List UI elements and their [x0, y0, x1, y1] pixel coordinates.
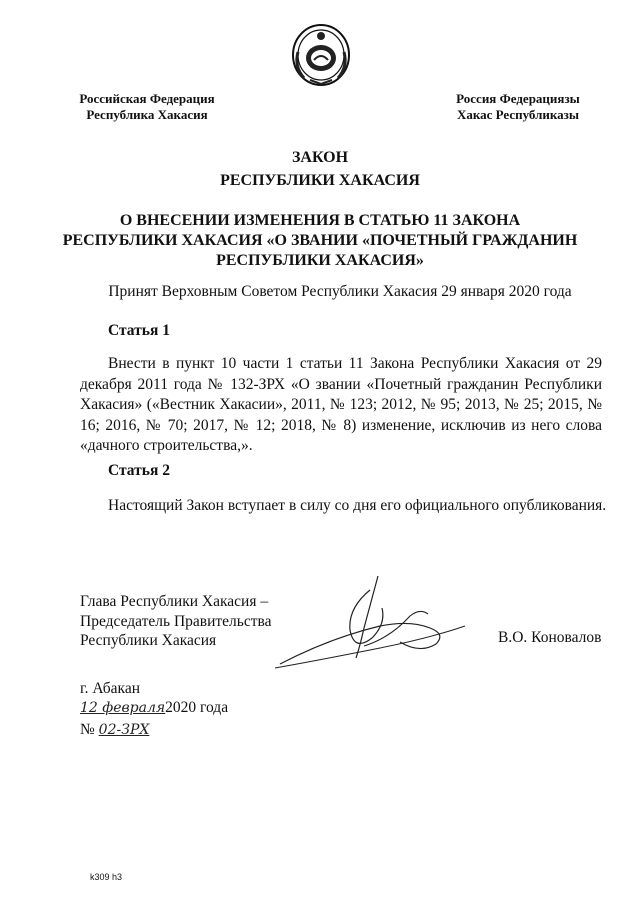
number-prefix: №: [80, 721, 95, 738]
header-left-line2: Республика Хакасия: [86, 107, 208, 122]
law-subject-line3: РЕСПУБЛИКИ ХАКАСИЯ»: [216, 252, 424, 269]
law-subject-line1: О ВНЕСЕНИИ ИЗМЕНЕНИЯ В СТАТЬЮ 11 ЗАКОНА: [119, 212, 521, 229]
law-title-line2: РЕСПУБЛИКИ ХАКАСИЯ: [220, 172, 420, 189]
article1-text: Внести в пункт 10 части 1 статьи 11 Закона Республики Хакасия от 29 декабря 2011 года № 132-ЗРХ «О звании «Почетный гражданин Республики Хакасия» («Вестник Хакасии», 2011, № 123; 2012, № 95; 2013, № 25; 2015, № 16; 2016, № 70; 2017, № 12; 2018, № 8) изменение, исключив из него слова «дачного строительства,».: [80, 355, 602, 454]
header-right-line1: Россия Федерациязы: [456, 91, 580, 106]
signatory-role-line3: Республики Хакасия: [80, 632, 217, 649]
date-year: 2020 года: [165, 699, 229, 716]
place: г. Абакан: [80, 680, 141, 697]
signatory-name: В.О. Коновалов: [498, 629, 602, 646]
law-title-line1: ЗАКОН: [291, 149, 349, 166]
header-right-line2: Хакас Республиказы: [456, 107, 580, 122]
emblem-icon: [290, 22, 352, 88]
header-left: [62, 91, 232, 123]
signatory-role-line2: Председатель Правительства: [80, 612, 272, 630]
header-right: [438, 91, 598, 123]
signature-icon: [260, 568, 470, 688]
handwritten-date: 12 февраля: [80, 700, 166, 716]
footer-code: k309 h3: [90, 872, 123, 882]
handwritten-number: 02-ЗРХ: [98, 722, 150, 738]
article2-heading: Статья 2: [108, 462, 170, 479]
header-left-line1: Российская Федерация: [79, 91, 215, 106]
adoption-note: Принят Верховным Советом Республики Хакасия 29 января 2020 года: [108, 283, 572, 300]
law-title: [0, 146, 640, 192]
signatory-role-line1: Глава Республики Хакасия –: [80, 593, 269, 610]
date-line: [80, 699, 228, 719]
article1-heading: Статья 1: [108, 322, 170, 339]
law-subject-line2: РЕСПУБЛИКИ ХАКАСИЯ «О ЗВАНИИ «ПОЧЕТНЫЙ ГРАЖДАНИН: [62, 232, 578, 249]
number-line: [80, 721, 149, 741]
article2-text: Настоящий Закон вступает в силу со дня его официального опубликования.: [108, 497, 607, 514]
law-subject: [0, 211, 640, 271]
